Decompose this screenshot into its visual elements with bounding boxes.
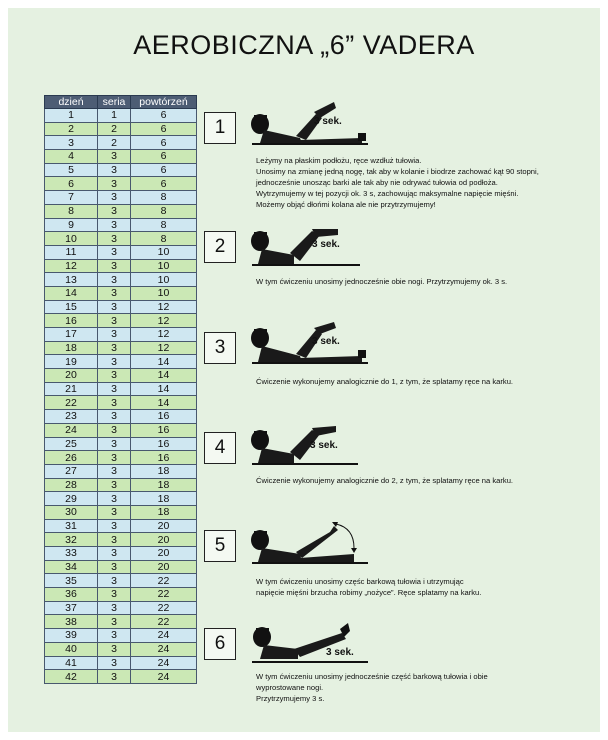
cell-reps: 10 bbox=[131, 286, 197, 300]
cell-series: 3 bbox=[98, 574, 131, 588]
hold-time-label: 3 sek. bbox=[326, 647, 354, 658]
table-row bbox=[45, 218, 197, 232]
exercise-description bbox=[256, 155, 539, 210]
cell-series: 3 bbox=[98, 150, 131, 164]
table-row bbox=[45, 478, 197, 492]
cell-series: 3 bbox=[98, 177, 131, 191]
cell-series: 3 bbox=[98, 464, 131, 478]
cell-day: 13 bbox=[45, 273, 98, 287]
table-row bbox=[45, 177, 197, 191]
cell-reps: 24 bbox=[131, 642, 197, 656]
exercise-description bbox=[256, 576, 481, 598]
cell-day: 22 bbox=[45, 396, 98, 410]
cell-day: 14 bbox=[45, 286, 98, 300]
table-row bbox=[45, 245, 197, 259]
cell-series: 3 bbox=[98, 259, 131, 273]
table-row bbox=[45, 670, 197, 684]
cell-series: 3 bbox=[98, 656, 131, 670]
cell-day: 23 bbox=[45, 410, 98, 424]
cell-reps: 6 bbox=[131, 163, 197, 177]
cell-reps: 22 bbox=[131, 615, 197, 629]
cell-series: 3 bbox=[98, 314, 131, 328]
hold-time-label: 3 sek. bbox=[312, 239, 340, 250]
cell-series: 3 bbox=[98, 245, 131, 259]
cell-day: 15 bbox=[45, 300, 98, 314]
cell-day: 3 bbox=[45, 136, 98, 150]
cell-reps: 14 bbox=[131, 369, 197, 383]
cell-series: 3 bbox=[98, 328, 131, 342]
table-row bbox=[45, 382, 197, 396]
cell-day: 1 bbox=[45, 109, 98, 123]
table-row bbox=[45, 642, 197, 656]
table-row bbox=[45, 341, 197, 355]
cell-reps: 16 bbox=[131, 423, 197, 437]
table-row bbox=[45, 369, 197, 383]
cell-reps: 18 bbox=[131, 492, 197, 506]
cell-reps: 10 bbox=[131, 273, 197, 287]
cell-series: 3 bbox=[98, 547, 131, 561]
cell-day: 11 bbox=[45, 245, 98, 259]
description-line: wyprostowane nogi. bbox=[256, 683, 324, 692]
cell-day: 2 bbox=[45, 122, 98, 136]
exercise-number-box: 3 bbox=[204, 332, 236, 364]
cell-day: 31 bbox=[45, 519, 98, 533]
cell-series: 3 bbox=[98, 478, 131, 492]
table-row bbox=[45, 519, 197, 533]
table-row bbox=[45, 410, 197, 424]
cell-reps: 6 bbox=[131, 150, 197, 164]
cell-reps: 24 bbox=[131, 670, 197, 684]
cell-reps: 14 bbox=[131, 396, 197, 410]
cell-series: 3 bbox=[98, 519, 131, 533]
cell-reps: 12 bbox=[131, 328, 197, 342]
cell-day: 25 bbox=[45, 437, 98, 451]
cell-series: 2 bbox=[98, 122, 131, 136]
cell-series: 3 bbox=[98, 204, 131, 218]
table-row bbox=[45, 396, 197, 410]
cell-series: 3 bbox=[98, 492, 131, 506]
training-plan-table bbox=[44, 95, 197, 684]
exercise-description bbox=[256, 376, 513, 387]
table-header-row bbox=[45, 96, 197, 109]
table-row bbox=[45, 122, 197, 136]
cell-day: 29 bbox=[45, 492, 98, 506]
table-row bbox=[45, 355, 197, 369]
cell-series: 3 bbox=[98, 588, 131, 602]
table-row bbox=[45, 150, 197, 164]
cell-reps: 18 bbox=[131, 464, 197, 478]
cell-reps: 6 bbox=[131, 122, 197, 136]
cell-day: 32 bbox=[45, 533, 98, 547]
cell-series: 3 bbox=[98, 369, 131, 383]
table-row bbox=[45, 204, 197, 218]
cell-day: 42 bbox=[45, 670, 98, 684]
cell-day: 10 bbox=[45, 232, 98, 246]
table-row bbox=[45, 437, 197, 451]
table-row bbox=[45, 601, 197, 615]
cell-reps: 16 bbox=[131, 437, 197, 451]
description-line: Wytrzymujemy w tej pozycji ok. 3 s, zachowując maksymalne napięcie mięśni. bbox=[256, 189, 519, 198]
cell-day: 12 bbox=[45, 259, 98, 273]
cell-day: 34 bbox=[45, 560, 98, 574]
cell-reps: 6 bbox=[131, 136, 197, 150]
cell-day: 18 bbox=[45, 341, 98, 355]
cell-reps: 18 bbox=[131, 505, 197, 519]
cell-series: 3 bbox=[98, 218, 131, 232]
hold-time-label: 3 sek. bbox=[312, 336, 340, 347]
cell-day: 36 bbox=[45, 588, 98, 602]
table-row bbox=[45, 574, 197, 588]
cell-reps: 20 bbox=[131, 547, 197, 561]
cell-day: 6 bbox=[45, 177, 98, 191]
exercise-figure-5 bbox=[250, 518, 370, 566]
cell-series: 3 bbox=[98, 670, 131, 684]
cell-day: 4 bbox=[45, 150, 98, 164]
cell-series: 3 bbox=[98, 505, 131, 519]
cell-reps: 14 bbox=[131, 382, 197, 396]
table-row bbox=[45, 629, 197, 643]
table-row bbox=[45, 547, 197, 561]
cell-reps: 12 bbox=[131, 341, 197, 355]
cell-series: 3 bbox=[98, 355, 131, 369]
exercise-number-box: 1 bbox=[204, 112, 236, 144]
cell-reps: 8 bbox=[131, 232, 197, 246]
cell-reps: 24 bbox=[131, 629, 197, 643]
cell-series: 3 bbox=[98, 451, 131, 465]
cell-reps: 8 bbox=[131, 204, 197, 218]
cell-series: 1 bbox=[98, 109, 131, 123]
header-day: dzień bbox=[45, 96, 98, 109]
table-row bbox=[45, 423, 197, 437]
cell-series: 3 bbox=[98, 396, 131, 410]
table-row bbox=[45, 656, 197, 670]
cell-reps: 24 bbox=[131, 656, 197, 670]
hold-time-label: 3 sek. bbox=[314, 116, 342, 127]
cell-reps: 6 bbox=[131, 109, 197, 123]
cell-series: 3 bbox=[98, 642, 131, 656]
cell-series: 3 bbox=[98, 629, 131, 643]
description-line: Ćwiczenie wykonujemy analogicznie do 2, z tym, że splatamy ręce na karku. bbox=[256, 476, 514, 485]
cell-reps: 8 bbox=[131, 191, 197, 205]
description-line: W tym ćwiczeniu unosimy jednocześnie obie nogi. Przytrzymujemy ok. 3 s. bbox=[256, 277, 508, 286]
cell-day: 27 bbox=[45, 464, 98, 478]
cell-day: 24 bbox=[45, 423, 98, 437]
table-row bbox=[45, 533, 197, 547]
cell-day: 21 bbox=[45, 382, 98, 396]
cell-reps: 10 bbox=[131, 245, 197, 259]
table-row bbox=[45, 286, 197, 300]
table-row bbox=[45, 464, 197, 478]
cell-series: 3 bbox=[98, 615, 131, 629]
exercise-number-box: 4 bbox=[204, 432, 236, 464]
cell-day: 19 bbox=[45, 355, 98, 369]
cell-reps: 20 bbox=[131, 560, 197, 574]
cell-reps: 12 bbox=[131, 300, 197, 314]
cell-day: 37 bbox=[45, 601, 98, 615]
page-title: AEROBICZNA „6” VADERA bbox=[133, 30, 475, 60]
cell-day: 41 bbox=[45, 656, 98, 670]
cell-day: 5 bbox=[45, 163, 98, 177]
table-row bbox=[45, 136, 197, 150]
cell-day: 39 bbox=[45, 629, 98, 643]
table-row bbox=[45, 259, 197, 273]
exercise-number-box: 2 bbox=[204, 231, 236, 263]
description-line: Możemy objąć dłońmi kolana ale nie przytrzymujemy! bbox=[256, 200, 436, 209]
cell-day: 17 bbox=[45, 328, 98, 342]
cell-reps: 22 bbox=[131, 601, 197, 615]
table-row bbox=[45, 300, 197, 314]
cell-reps: 8 bbox=[131, 218, 197, 232]
cell-series: 3 bbox=[98, 382, 131, 396]
cell-day: 16 bbox=[45, 314, 98, 328]
description-line: W tym ćwiczeniu unosimy częśc barkową tułowia i utrzymując bbox=[256, 577, 464, 586]
header-series: seria bbox=[98, 96, 131, 109]
cell-series: 3 bbox=[98, 341, 131, 355]
cell-series: 3 bbox=[98, 437, 131, 451]
cell-day: 40 bbox=[45, 642, 98, 656]
exercise-number-box: 6 bbox=[204, 628, 236, 660]
table-row bbox=[45, 615, 197, 629]
description-line: Ćwiczenie wykonujemy analogicznie do 1, z tym, że splatamy ręce na karku. bbox=[256, 377, 514, 386]
cell-reps: 12 bbox=[131, 314, 197, 328]
cell-day: 8 bbox=[45, 204, 98, 218]
description-line: Leżymy na płaskim podłożu, ręce wzdłuż tułowia. bbox=[256, 156, 422, 165]
cell-series: 3 bbox=[98, 273, 131, 287]
cell-reps: 14 bbox=[131, 355, 197, 369]
hold-time-label: 3 sek. bbox=[310, 440, 338, 451]
table-row bbox=[45, 560, 197, 574]
table-row bbox=[45, 314, 197, 328]
table-body bbox=[45, 109, 197, 684]
cell-reps: 18 bbox=[131, 478, 197, 492]
table-row bbox=[45, 588, 197, 602]
cell-day: 30 bbox=[45, 505, 98, 519]
cell-reps: 16 bbox=[131, 451, 197, 465]
cell-series: 3 bbox=[98, 163, 131, 177]
cell-reps: 22 bbox=[131, 574, 197, 588]
table-row bbox=[45, 273, 197, 287]
table-row bbox=[45, 163, 197, 177]
exercise-figure-2 bbox=[250, 225, 370, 273]
table-row bbox=[45, 451, 197, 465]
cell-day: 38 bbox=[45, 615, 98, 629]
description-line: napięcie mięśni brzucha robimy „nożyce”. Ręce splatamy na karku. bbox=[256, 588, 482, 597]
cell-day: 28 bbox=[45, 478, 98, 492]
exercise-description bbox=[256, 475, 513, 486]
description-line: W tym ćwiczeniu unosimy jednocześnie część barkową tułowia i obie bbox=[256, 672, 488, 681]
cell-series: 3 bbox=[98, 300, 131, 314]
cell-reps: 20 bbox=[131, 519, 197, 533]
cell-series: 3 bbox=[98, 191, 131, 205]
cell-series: 3 bbox=[98, 423, 131, 437]
cell-series: 3 bbox=[98, 560, 131, 574]
cell-reps: 20 bbox=[131, 533, 197, 547]
exercise-description bbox=[256, 276, 507, 287]
cell-series: 3 bbox=[98, 232, 131, 246]
exercise-description bbox=[256, 671, 488, 704]
table-row bbox=[45, 492, 197, 506]
cell-day: 7 bbox=[45, 191, 98, 205]
exercise-number-box: 5 bbox=[204, 530, 236, 562]
cell-reps: 6 bbox=[131, 177, 197, 191]
description-line: jednocześnie unosząc barki ale tak aby nie odrywać tułowia od podłoża. bbox=[256, 178, 498, 187]
exercise-figure-3 bbox=[250, 318, 370, 366]
table-row bbox=[45, 505, 197, 519]
table-row bbox=[45, 232, 197, 246]
cell-day: 26 bbox=[45, 451, 98, 465]
table-row bbox=[45, 328, 197, 342]
cell-series: 2 bbox=[98, 136, 131, 150]
header-reps: powtórzeń bbox=[131, 96, 197, 109]
cell-series: 3 bbox=[98, 286, 131, 300]
cell-series: 3 bbox=[98, 601, 131, 615]
cell-series: 3 bbox=[98, 533, 131, 547]
cell-day: 33 bbox=[45, 547, 98, 561]
cell-reps: 16 bbox=[131, 410, 197, 424]
description-line: Przytrzymujemy 3 s. bbox=[256, 694, 325, 703]
description-line: Unosimy na zmianę jedną nogę, tak aby w kolanie i biodrze zachować kąt 90 stopni, bbox=[256, 167, 539, 176]
exercise-figure-1 bbox=[250, 100, 370, 148]
table-row bbox=[45, 109, 197, 123]
cell-reps: 22 bbox=[131, 588, 197, 602]
cell-series: 3 bbox=[98, 410, 131, 424]
cell-reps: 10 bbox=[131, 259, 197, 273]
table-row bbox=[45, 191, 197, 205]
cell-day: 35 bbox=[45, 574, 98, 588]
cell-day: 20 bbox=[45, 369, 98, 383]
cell-day: 9 bbox=[45, 218, 98, 232]
